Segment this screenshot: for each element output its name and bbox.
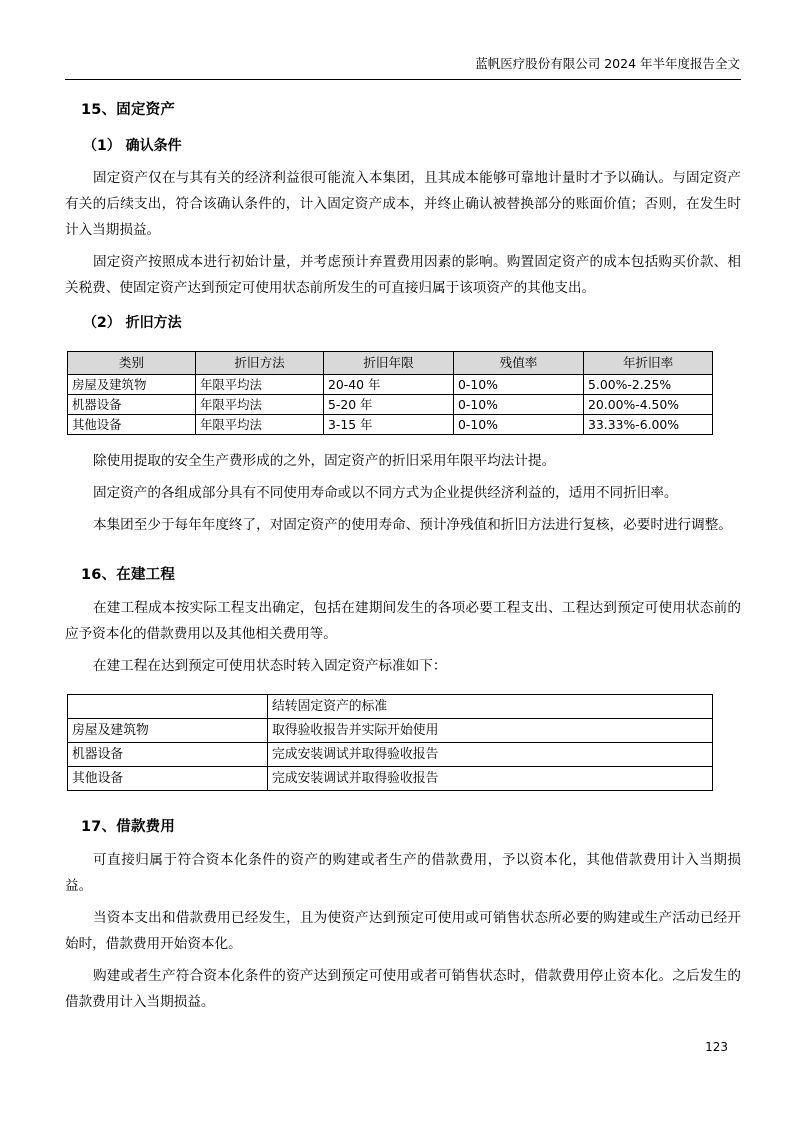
cell-standard: 完成安装调试并取得验收报告 xyxy=(268,743,713,767)
document-content xyxy=(65,90,741,1018)
page-number: 123 xyxy=(705,1040,728,1054)
cell-life: 20-40 年 xyxy=(324,375,454,395)
table-row xyxy=(68,719,713,743)
column-header-category-empty xyxy=(68,695,268,719)
cell-annual-rate: 20.00%-4.50% xyxy=(584,395,713,415)
transfer-standard-table xyxy=(67,694,713,791)
paragraph-borrowing-3: 购建或者生产符合资本化条件的资产达到预定可使用或者可销售状态时，借款费用停止资本化。之后发生的借款费用计入当期损益。 xyxy=(65,968,741,1010)
cell-category: 房屋及建筑物 xyxy=(68,375,196,395)
table-row xyxy=(68,767,713,791)
paragraph-borrowing-2: 当资本支出和借款费用已经发生，且为使资产达到预定可使用或可销售状态所必要的购建或生产活动已经开始时，借款费用开始资本化。 xyxy=(65,910,741,952)
column-header-transfer-standard: 结转固定资产的标准 xyxy=(268,695,713,719)
column-header-residual-rate: 残值率 xyxy=(454,352,584,375)
section-heading-borrowing-costs: 17、借款费用 xyxy=(81,819,176,835)
cell-standard: 取得验收报告并实际开始使用 xyxy=(268,719,713,743)
table-row xyxy=(68,415,713,435)
cell-residual-rate: 0-10% xyxy=(454,395,584,415)
paragraph-depreciation-3: 本集团至少于每年年度终了，对固定资产的使用寿命、预计净残值和折旧方法进行复核，必要时进行调整。 xyxy=(93,517,732,533)
cell-method: 年限平均法 xyxy=(196,395,324,415)
paragraph-cip-2: 在建工程在达到预定可使用状态时转入固定资产标准如下： xyxy=(93,658,447,674)
paragraph-cip-1: 在建工程成本按实际工程支出确定，包括在建期间发生的各项必要工程支出、工程达到预定可使用状态前的应予资本化的借款费用以及其他相关费用等。 xyxy=(65,600,741,642)
paragraph-recognition-2: 固定资产按照成本进行初始计量，并考虑预计弃置费用因素的影响。购置固定资产的成本包括购买价款、相关税费、使固定资产达到预定可使用状态前所发生的可直接归属于该项资产的其他支出。 xyxy=(65,254,741,296)
column-header-life: 折旧年限 xyxy=(324,352,454,375)
paragraph-borrowing-1: 可直接归属于符合资本化条件的资产的购建或者生产的借款费用，予以资本化，其他借款费用计入当期损益。 xyxy=(65,852,741,894)
cell-residual-rate: 0-10% xyxy=(454,415,584,435)
cell-life: 5-20 年 xyxy=(324,395,454,415)
table-header-row xyxy=(68,695,713,719)
cell-method: 年限平均法 xyxy=(196,375,324,395)
cell-category: 机器设备 xyxy=(68,743,268,767)
column-header-category: 类别 xyxy=(68,352,196,375)
cell-annual-rate: 5.00%-2.25% xyxy=(584,375,713,395)
depreciation-table xyxy=(67,351,713,435)
paragraph-depreciation-1: 除使用提取的安全生产费形成的之外，固定资产的折旧采用年限平均法计提。 xyxy=(93,453,556,469)
running-header: 蓝帆医疗股份有限公司 2024 年半年度报告全文 xyxy=(475,56,740,71)
section-heading-construction-in-progress: 16、在建工程 xyxy=(81,567,176,583)
paragraph-depreciation-2: 固定资产的各组成部分具有不同使用寿命或以不同方式为企业提供经济利益的，适用不同折旧率。 xyxy=(93,485,678,501)
paragraph-recognition-1: 固定资产仅在与其有关的经济利益很可能流入本集团，且其成本能够可靠地计量时才予以确认。与固定资产有关的后续支出，符合该确认条件的，计入固定资产成本，并终止确认被替换部分的账面价值；否则，在发生时计入当期损益。 xyxy=(65,170,741,238)
cell-category: 其他设备 xyxy=(68,415,196,435)
table-row xyxy=(68,375,713,395)
section-heading-fixed-assets: 15、固定资产 xyxy=(81,102,176,118)
cell-life: 3-15 年 xyxy=(324,415,454,435)
table-row xyxy=(68,395,713,415)
cell-residual-rate: 0-10% xyxy=(454,375,584,395)
cell-category: 机器设备 xyxy=(68,395,196,415)
table-row xyxy=(68,743,713,767)
header-divider-rule xyxy=(65,79,741,80)
subsection-heading-recognition-conditions: （1） 确认条件 xyxy=(83,138,182,154)
table-header-row xyxy=(68,352,713,375)
column-header-method: 折旧方法 xyxy=(196,352,324,375)
cell-method: 年限平均法 xyxy=(196,415,324,435)
cell-category: 其他设备 xyxy=(68,767,268,791)
section-spacer xyxy=(65,541,741,555)
subsection-heading-depreciation-method: （2） 折旧方法 xyxy=(83,315,182,331)
cell-standard: 完成安装调试并取得验收报告 xyxy=(268,767,713,791)
column-header-annual-rate: 年折旧率 xyxy=(584,352,713,375)
cell-category: 房屋及建筑物 xyxy=(68,719,268,743)
cell-annual-rate: 33.33%-6.00% xyxy=(584,415,713,435)
